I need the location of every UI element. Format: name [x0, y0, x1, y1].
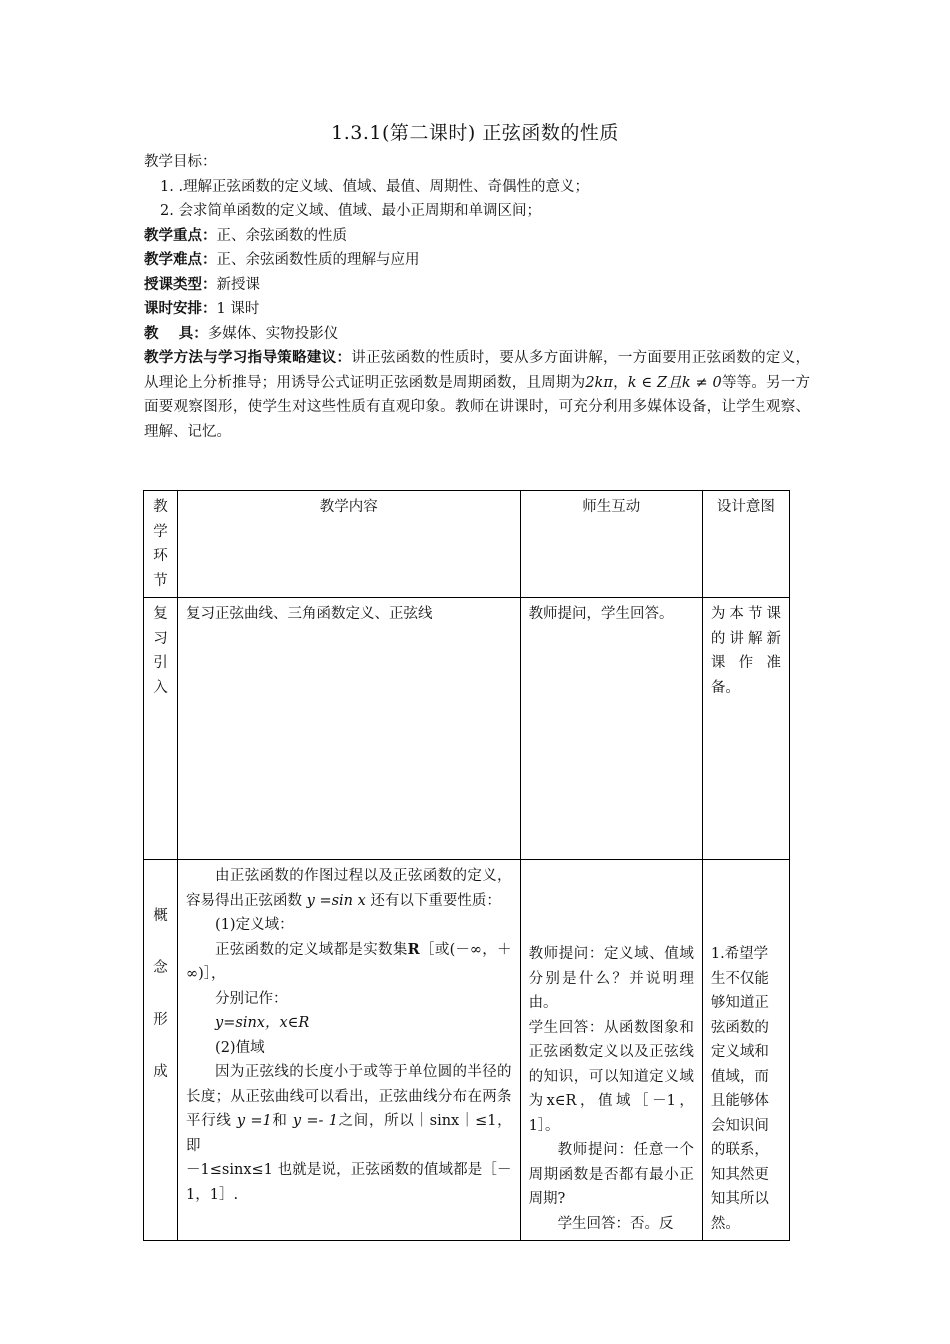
- intro-text-2: 还有以下重要性质：: [370, 892, 501, 909]
- header-content: 教学内容: [178, 491, 521, 598]
- method-text-3: 等等。另一方面要观察图形，使学生对这些性质有直观印象。教师在讲课时，可充分利用多媒体设备，让学生观察、理解、记忆。: [144, 374, 811, 440]
- stage-char: 教: [153, 499, 168, 515]
- domain-title: (1)定义域：: [215, 917, 294, 933]
- stage-char: 环: [153, 548, 168, 564]
- stage-char: 引: [153, 655, 168, 671]
- table-row: [144, 598, 790, 860]
- table-header-row: [144, 491, 790, 598]
- range-text-2: 之间，所以｜sinx｜≤1，即: [186, 1113, 512, 1154]
- teacher-question-1: 教师提问：定义域、值域分别是什么？并说明理由。: [528, 946, 694, 1011]
- period-formula: 2kπ: [585, 374, 613, 391]
- field-value: 正、余弦函数性质的理解与应用: [216, 252, 420, 268]
- note-title: 分别记作：: [215, 990, 288, 1007]
- sine-function: y =sin x: [306, 892, 366, 909]
- stage-char: 节: [153, 572, 168, 589]
- field-schedule: [144, 297, 810, 322]
- field-label: 授课类型：: [144, 275, 217, 293]
- condition-formula: k ∈ Z且k ≠ 0: [627, 374, 722, 391]
- header-interaction: 师生互动: [520, 491, 702, 598]
- stage-char: 复: [153, 606, 168, 622]
- range-text-1: 因为正弦线的长度小于或等于单位圆的半径的长度；从正弦曲线可以看出，正弦曲线分布在两条平行线: [186, 1064, 512, 1129]
- method-text-2: ，: [612, 374, 628, 391]
- domain-text-2: ［或(－∞，＋∞)］，: [186, 941, 512, 982]
- domain-set: R: [407, 940, 420, 958]
- teacher-question-2: 教师提问：任意一个周期函数是否都有最小正周期?: [528, 1142, 694, 1207]
- stage-char: 形: [153, 1012, 168, 1028]
- spacer: [711, 864, 781, 942]
- field-value: 1 课时: [216, 301, 260, 317]
- stage-char: 习: [153, 630, 168, 647]
- content-cell: [178, 860, 521, 1241]
- line-y-1: y =1: [236, 1113, 272, 1129]
- method-paragraph: [144, 346, 810, 444]
- goal-item-1: 1. .理解正弦函数的定义域、值域、最值、周期性、奇偶性的意义；: [160, 178, 590, 195]
- note-formula: y=sinx，x∈R: [215, 1015, 310, 1031]
- table-row: [144, 860, 790, 1241]
- stage-char: 概: [153, 908, 168, 924]
- header-intent: 设计意图: [702, 491, 789, 598]
- goals-label: 教学目标：: [144, 154, 217, 170]
- range-conclusion: －1≤sinx≤1 也就是说，正弦函数的值域都是［－1，1］.: [186, 1162, 512, 1203]
- intent-cell: [702, 860, 789, 1241]
- field-value: 正、余弦函数的性质: [216, 227, 347, 244]
- method-text-1: 讲正弦函数的性质时，要从多方面讲解，一方面要用正弦函数的定义，从理论上分析推导；用诱导公式证明正弦函数是周期函数，且周期为: [144, 350, 810, 391]
- student-answer-1: 学生回答：从函数图象和正弦函数定义以及正弦线的知识，可以知道定义域为x∈R，值域［－1，1］。: [528, 1019, 694, 1134]
- field-key-points: [144, 224, 810, 249]
- field-value: 新授课: [216, 276, 260, 293]
- field-difficulties: [144, 248, 810, 273]
- field-label: 教学重点：: [144, 226, 217, 244]
- field-label: 教 具：: [144, 324, 208, 342]
- stage-cell: [144, 860, 178, 1241]
- range-and: 和: [271, 1113, 288, 1129]
- intent-cell: 为本节课的讲解新课作准备。: [702, 598, 789, 860]
- intro-text-1: 由正弦函数的作图过程以及正弦函数的定义，容易得出正弦函数: [186, 868, 512, 909]
- intent-text: 1.希望学生不仅能够知道正弦函数的定义域和值域，而且能够体会知识间的联系，知其然更知其所以然。: [710, 946, 769, 1232]
- student-answer-2: 学生回答：否。反: [557, 1215, 674, 1232]
- field-label: 课时安排：: [144, 300, 217, 317]
- page-title: 1.3.1(第二课时) 正弦函数的性质: [331, 122, 619, 144]
- field-tools: [144, 322, 810, 347]
- content-intro: [186, 864, 512, 913]
- lesson-meta: [144, 150, 810, 444]
- stage-char: 念: [153, 960, 168, 976]
- range-text: [186, 1060, 512, 1158]
- range-title: (2)值域: [215, 1039, 265, 1056]
- domain-text: [186, 938, 512, 987]
- method-label: 教学方法与学习指导策略建议：: [144, 349, 352, 366]
- stage-char: 学: [153, 523, 168, 540]
- interaction-cell: 教师提问，学生回答。: [520, 598, 702, 860]
- field-label: 教学难点：: [144, 251, 217, 268]
- field-lesson-type: [144, 273, 810, 298]
- domain-text-1: 正弦函数的定义域都是实数集: [215, 941, 408, 958]
- goal-item-2: 2. 会求简单函数的定义域、值域、最小正周期和单调区间；: [160, 203, 541, 219]
- spacer: [529, 864, 694, 942]
- line-y-minus-1: y =- 1: [292, 1113, 338, 1129]
- interaction-cell: [520, 860, 702, 1241]
- stage-cell: [144, 598, 178, 860]
- lesson-table: [143, 490, 790, 1241]
- stage-char: 成: [153, 1064, 168, 1080]
- stage-char: 入: [153, 679, 168, 696]
- header-stage: [144, 491, 178, 598]
- content-cell: 复习正弦曲线、三角函数定义、正弦线: [178, 598, 521, 860]
- field-value: 多媒体、实物投影仪: [207, 325, 339, 342]
